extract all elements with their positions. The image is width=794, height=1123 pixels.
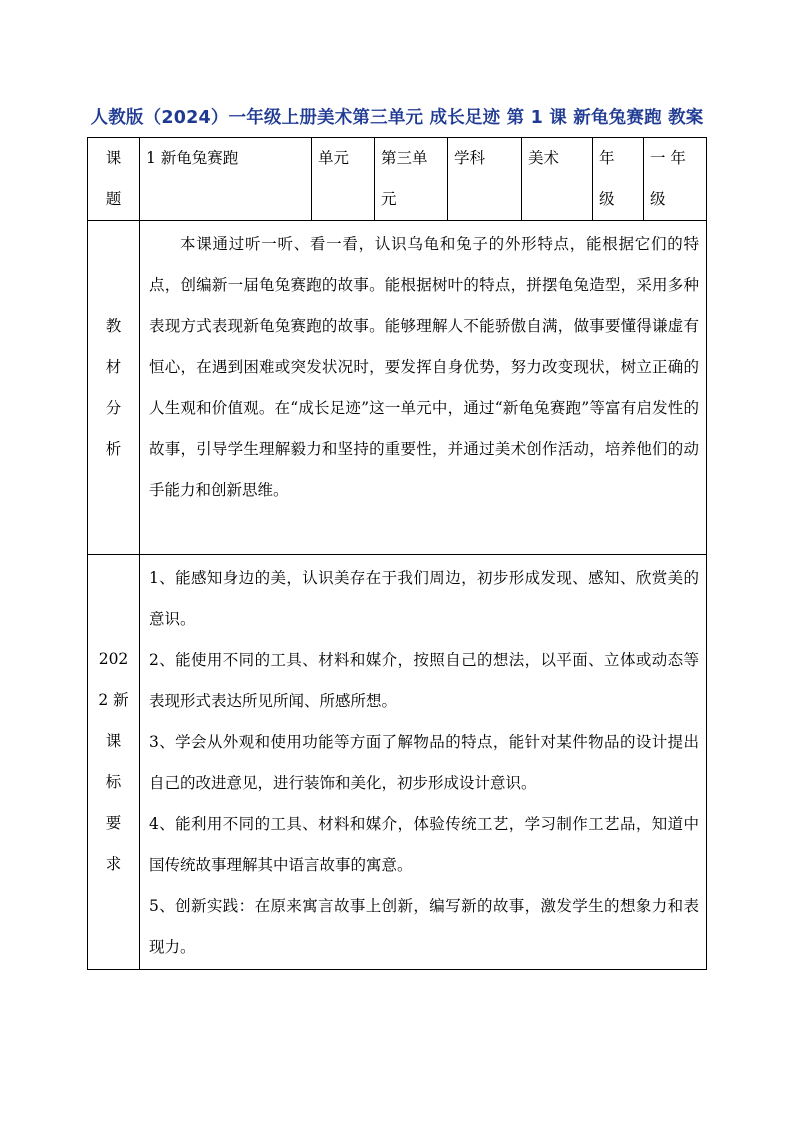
label-char: 分 bbox=[105, 398, 122, 417]
requirement-item: 5、创新实践：在原来寓言故事上创新，编写新的故事，激发学生的想象力和表现力。 bbox=[149, 897, 699, 956]
curriculum-requirements bbox=[140, 555, 707, 970]
label-char: 教 bbox=[105, 316, 122, 335]
label-char: 标 bbox=[105, 773, 122, 791]
label-char: 材 bbox=[105, 357, 122, 376]
grade-value bbox=[644, 138, 707, 221]
label-char: 要 bbox=[105, 814, 122, 832]
label-char: 课 bbox=[105, 732, 122, 750]
material-analysis-row bbox=[88, 221, 707, 555]
lesson-label bbox=[88, 138, 140, 221]
curriculum-label bbox=[88, 555, 140, 970]
label-char: 析 bbox=[105, 439, 122, 458]
requirement-item: 1、能感知身边的美，认识美存在于我们周边，初步形成发现、感知、欣赏美的意识。 bbox=[149, 569, 699, 628]
requirement-item: 2、能使用不同的工具、材料和媒介，按照自己的想法，以平面、立体或动态等表现形式表达所见所闻、所感所想。 bbox=[149, 651, 699, 710]
label-char: 2 新 bbox=[98, 691, 129, 709]
unit-value-line: 元 bbox=[381, 190, 397, 208]
lesson-value: 1 新龟兔赛跑 bbox=[140, 138, 312, 221]
material-analysis-text: 本课通过听一听、看一看，认识乌龟和兔子的外形特点，能根据它们的特点，创编新一届龟兔赛跑的故事。能根据树叶的特点，拼摆龟兔造型，采用多种表现方式表现新龟兔赛跑的故事。能够理解人不能骄傲自满，做事要懂得谦虚有恒心，在遇到困难或突发状况时，要发挥自身优势，努力改变现状，树立正确的人生观和价值观。在“成长足迹”这一单元中，通过“新龟兔赛跑”等富有启发性的故事，引导学生理解毅力和坚持的重要性，并通过美术创作活动，培养他们的动手能力和创新思维。 bbox=[140, 221, 707, 555]
label-char: 202 bbox=[98, 650, 129, 668]
document-title: 人教版（2024）一年级上册美术第三单元 成长足迹 第 1 课 新龟兔赛跑 教案 bbox=[90, 108, 704, 128]
unit-value-line: 第三单 bbox=[381, 149, 428, 167]
requirement-item: 4、能利用不同的工具、材料和媒介，体验传统工艺，学习制作工艺品，知道中国传统故事理解其中语言故事的寓意。 bbox=[149, 815, 699, 874]
lesson-label-line: 题 bbox=[105, 190, 122, 208]
unit-label: 单元 bbox=[312, 138, 375, 221]
grade-value-line: 级 bbox=[650, 190, 666, 208]
curriculum-row bbox=[88, 555, 707, 970]
label-char: 求 bbox=[105, 855, 122, 873]
unit-value bbox=[375, 138, 448, 221]
grade-label bbox=[593, 138, 644, 221]
grade-label-line: 级 bbox=[599, 190, 615, 208]
lesson-label-line: 课 bbox=[105, 149, 122, 167]
material-analysis-label bbox=[88, 221, 140, 555]
lesson-plan-table bbox=[87, 137, 707, 970]
subject-value: 美术 bbox=[522, 138, 593, 221]
requirement-item: 3、学会从外观和使用功能等方面了解物品的特点，能针对某件物品的设计提出自己的改进意见，进行装饰和美化，初步形成设计意识。 bbox=[149, 733, 699, 792]
grade-label-line: 年 bbox=[599, 149, 615, 167]
subject-label: 学科 bbox=[448, 138, 522, 221]
header-row bbox=[88, 138, 707, 221]
grade-value-line: 一 年 bbox=[650, 149, 686, 167]
